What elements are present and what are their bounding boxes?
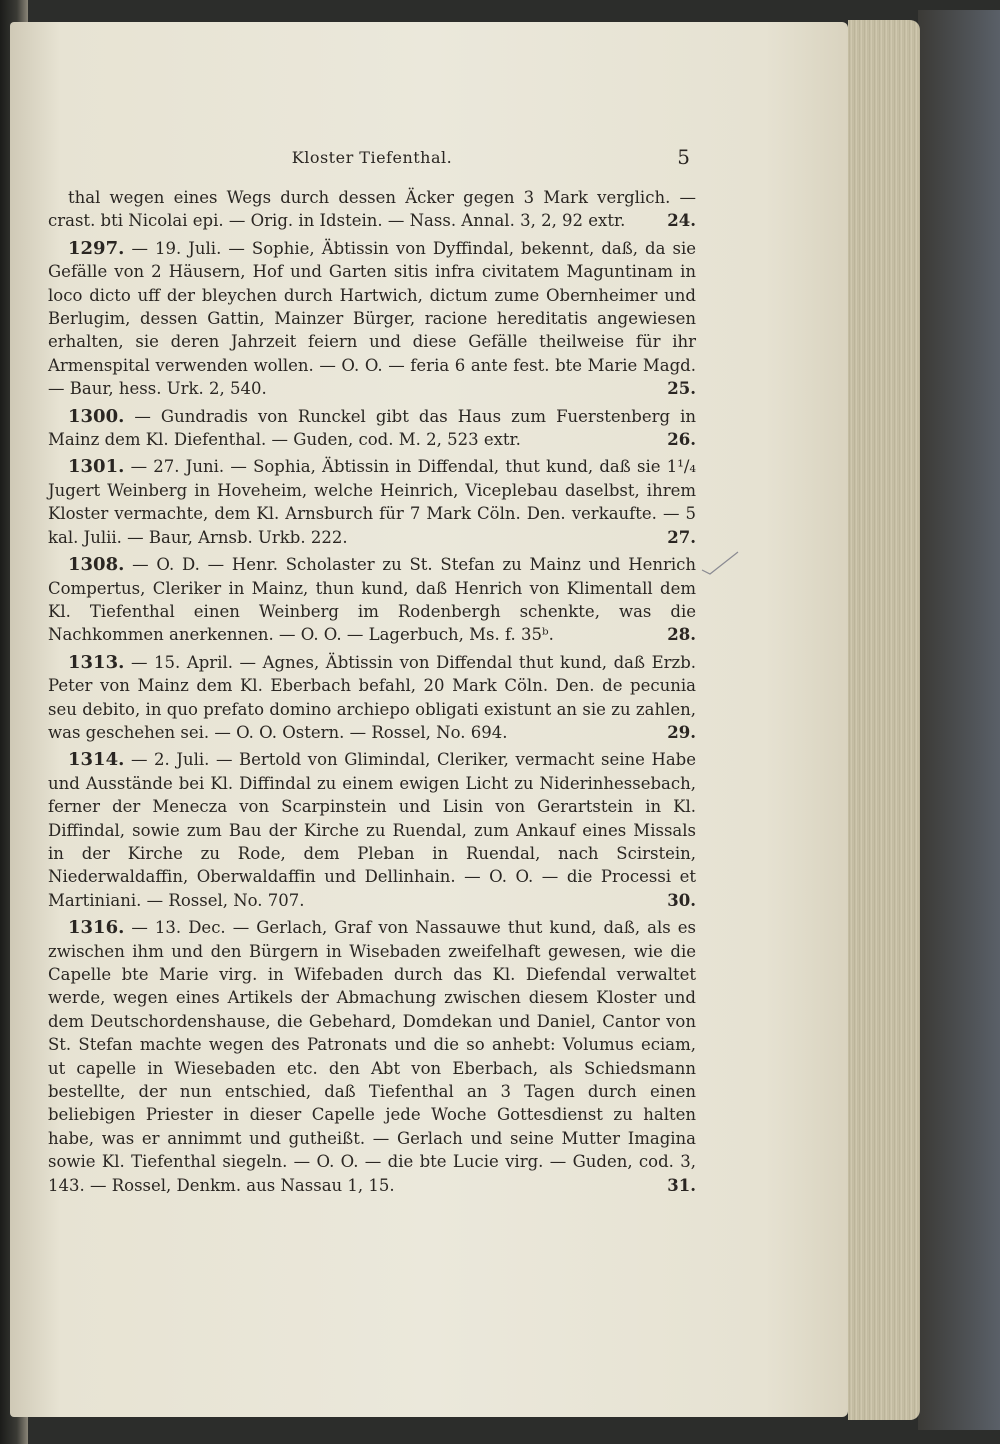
entry-text: — 13. Dec. — Gerlach, Graf von Nassauwe thut kund, daß, als es zwischen ihm und den Bürgern in Wisebaden zweifelhaft gewesen, wie die Capelle bte Marie virg. in Wifebaden durch das Kl. Diefendal verwaltet werde, wegen eines Artikels der Abmachung zwischen diesem Kloster und dem Deutschordenshause, die Gebehard, Domdekan und Daniel, Cantor von St. Stefan machte wegen des Patronats und die so anhebt: Volumus eciam, ut capelle in Wiesebaden etc. den Abt von Eberbach, als Schiedsmann bestellte, der nun entschied, daß Tiefenthal an 3 Tagen durch einen beliebigen Priester in dieser Capelle jede Woche Gottesdienst zu halten habe, was er annimmt und gutheißt. — Gerlach und seine Mutter Imagina sowie Kl. Tiefenthal siegeln. — O. O. — die bte Lucie virg. — Guden, cod. 3, 143. — Rossel, Denkm. aus Nassau 1, 15. [48,918,696,1195]
entry-year: 1301. [68,456,125,478]
entry-text: — 27. Juni. — Sophia, Äbtissin in Diffendal, thut kund, daß sie 1¹/₄ Jugert Weinberg in Hoveheim, welche Heinrich, Viceplebau daselbst, ihrem Kloster vermachte, dem Kl. Arnsburch für 7 Mark Cöln. Den. verkaufte. — 5 kal. Julii. — Baur, Arnsb. Urkb. 222. [48,457,696,547]
entry-year: 1300. [68,405,125,427]
running-title: Kloster Tiefenthal. [291,148,453,167]
entry-number: 28. [667,625,696,645]
page-number: 5 [677,145,690,169]
entry-year: 1313. [68,651,125,673]
entry-year: 1308. [68,554,125,576]
entry-number: 25. [667,379,696,399]
entry-text: — 15. April. — Agnes, Äbtissin von Diffendal thut kund, daß Erzb. Peter von Mainz dem Kl. Eberbach befahl, 20 Mark Cöln. Den. de pecunia seu debito, in quo prefato domino archiepo obligati existunt an sie zu zahlen, was geschehen sei. — O. O. Ostern. — Rossel, No. 694. [48,652,697,742]
entry-28 [48,553,696,647]
entry-year: 1316. [68,917,125,939]
entry-26 [48,405,696,452]
entry-text: — O. D. — Henr. Scholaster zu St. Stefan zu Mainz und Henrich Compertus, Cleriker in Mainz, thun kund, daß Henrich von Klimentall dem Kl. Tiefenthal einen Weinberg im Rodenbergh schenkte, was die Nachkommen anerkennen. — O. O. — Lagerbuch, Ms. f. 35ᵇ. [48,555,697,645]
entry-number: 26. [667,430,696,450]
entry-29 [48,651,696,745]
entry-number: 27. [667,527,696,547]
entry-24 [48,186,696,233]
running-head [48,145,696,172]
entry-text: — 2. Juli. — Bertold von Glimindal, Cleriker, vermacht seine Habe und Ausstände bei Kl. Diffindal zu einem ewigen Licht zu Niderinhessebach, ferner der Menecza von Scarpinstein und Lisin von Gerartstein in Kl. Diffindal, sowie zum Bau der Kirche zu Ruendal, zum Ankauf eines Missals in der Kirche zu Rode, dem Pleban in Ruendal, nach Scirstein, Niederwaldaffin, Oberwaldaffin und Dellinhain. — O. O. — die Processi et Martiniani. — Rossel, No. 707. [48,750,697,910]
entry-text: — 19. Juli. — Sophie, Äbtissin von Dyffindal, bekennt, daß, da sie Gefälle von 2 Häusern, Hof und Garten sitis infra civitatem Maguntinam in loco dicto uff der bleychen durch Hartwich, dictum zume Obernheimer und Berlugim, dessen Gattin, Mainzer Bürger, racione hereditatis angewiesen erhalten, sie deren Jahrzeit feiern und diese Gefälle theilweise für ihr Armenspital verwenden wollen. — O. O. — feria 6 ante fest. bte Marie Magd. — Baur, hess. Urk. 2, 540. [48,238,697,399]
page-edges [848,20,920,1420]
entry-year: 1314. [68,749,125,771]
entries-list [48,186,696,1201]
entry-31 [48,916,696,1197]
entry-text: thal wegen eines Wegs durch dessen Äcker gegen 3 Mark verglich. — crast. bti Nicolai epi. — Orig. in Idstein. — Nass. Annal. 3, 2, 92 extr. [48,188,696,231]
entry-number: 24. [667,211,696,231]
entry-number: 31. [667,1175,696,1195]
entry-text: — Gundradis von Runckel gibt das Haus zum Fuerstenberg in Mainz dem Kl. Diefenthal. — Guden, cod. M. 2, 523 extr. [48,406,697,450]
entry-number: 30. [667,890,696,910]
entry-27 [48,455,696,549]
background-shadow [918,10,1000,1430]
entry-number: 29. [667,722,696,742]
entry-25 [48,237,696,401]
entry-year: 1297. [68,237,125,259]
pencil-mark-icon [700,548,740,578]
entry-30 [48,748,696,912]
